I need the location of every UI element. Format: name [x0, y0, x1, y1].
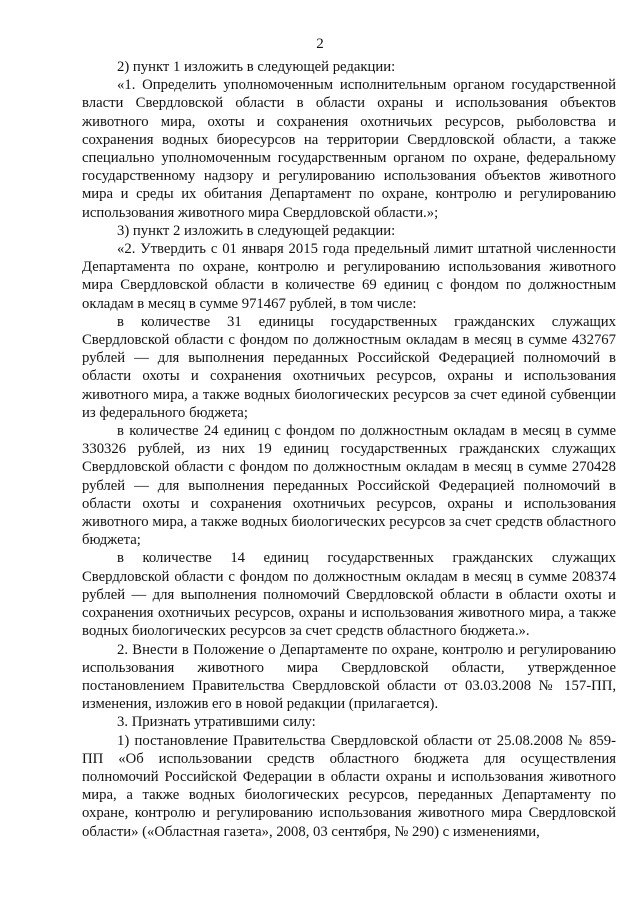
paragraph-item-2-text: «2. Утвердить с 01 января 2015 года предельный лимит штатной численности Департамента по охране, контролю и регулированию использования животного мира Свердловской области в количестве 69 единиц с фондом по должностным окладам в месяц в сумме 971467 рублей, в том числе: — [82, 241, 616, 312]
paragraph-24-units: в количестве 24 единиц с фондом по должностным окладам в месяц в сумме 330326 рублей, из них 19 единиц государственных гражданских служащих Свердловской области с фондом по должностным окладам в месяц в сумме 270428 рублей — для выполнения переданных Российской Федерацией полномочий в области охоты и сохранения охотничьих ресурсов, охраны и использования животного мира, а также водных биологических ресурсов за счет средств областного бюджета; — [82, 423, 616, 549]
paragraph-item-1-text: «1. Определить уполномоченным исполнительным органом государственной власти Свердловской области в области охраны и использования объектов животного мира, охоты и сохранения охотничьих ресурсов, рыболовства и сохранения водных биоресурсов на территории Свердловской области, а также специально уполномоченным государственным органом по охране, федеральному государственному надзору и регулированию использования объектов животного мира и среды их обитания Департамент по охране, контролю и регулированию использования животного мира Свердловской области.»; — [82, 77, 616, 221]
paragraph-section-3: 3. Признать утратившими силу: — [117, 714, 316, 731]
paragraph-item-2: 2) пункт 1 изложить в следующей редакции: — [117, 59, 396, 75]
paragraph-14-units: в количестве 14 единиц государственных гражданских служащих Свердловской области с фондом по должностным окладам в месяц в сумме 208374 рублей — для выполнения полномочий Свердловской области в области охоты и сохранения охотничьих ресурсов, охраны и использования животного мира, а также водных биологических ресурсов за счет средств областного бюджета.». — [82, 550, 616, 640]
paragraph-section-3-item-1: 1) постановление Правительства Свердловской области от 25.08.2008 № 859-ПП «Об использовании средств областного бюджета для осуществления полномочий Российской Федерации в области охраны и использования животного мира, а также водных биологических ресурсов, переданных Департаменту по охране, контролю и регулированию использования животного мира Свердловской области» («Областная газета», 2008, 03 сентября, № 290) с изменениями, — [82, 732, 616, 840]
paragraph-item-3: 3) пункт 2 изложить в следующей редакции: — [117, 222, 396, 239]
document-body — [82, 58, 616, 841]
paragraph-section-2: 2. Внести в Положение о Департаменте по охране, контролю и регулированию использования животного мира Свердловской области, утвержденное постановлением Правительства Свердловской области от 03.03.2008 № 157-ПП, изменения, изложив его в новой редакции (прилагается). — [82, 641, 616, 713]
paragraph-31-units: в количестве 31 единицы государственных гражданских служащих Свердловской области с фондом по должностным окладам в месяц в сумме 432767 рублей — для выполнения переданных Российской Федерацией полномочий в области охоты и сохранения охотничьих ресурсов, охраны и использования животного мира, а также водных биологических ресурсов за счет единой субвенции из федерального бюджета; — [82, 313, 616, 421]
page-number: 2 — [316, 36, 324, 52]
